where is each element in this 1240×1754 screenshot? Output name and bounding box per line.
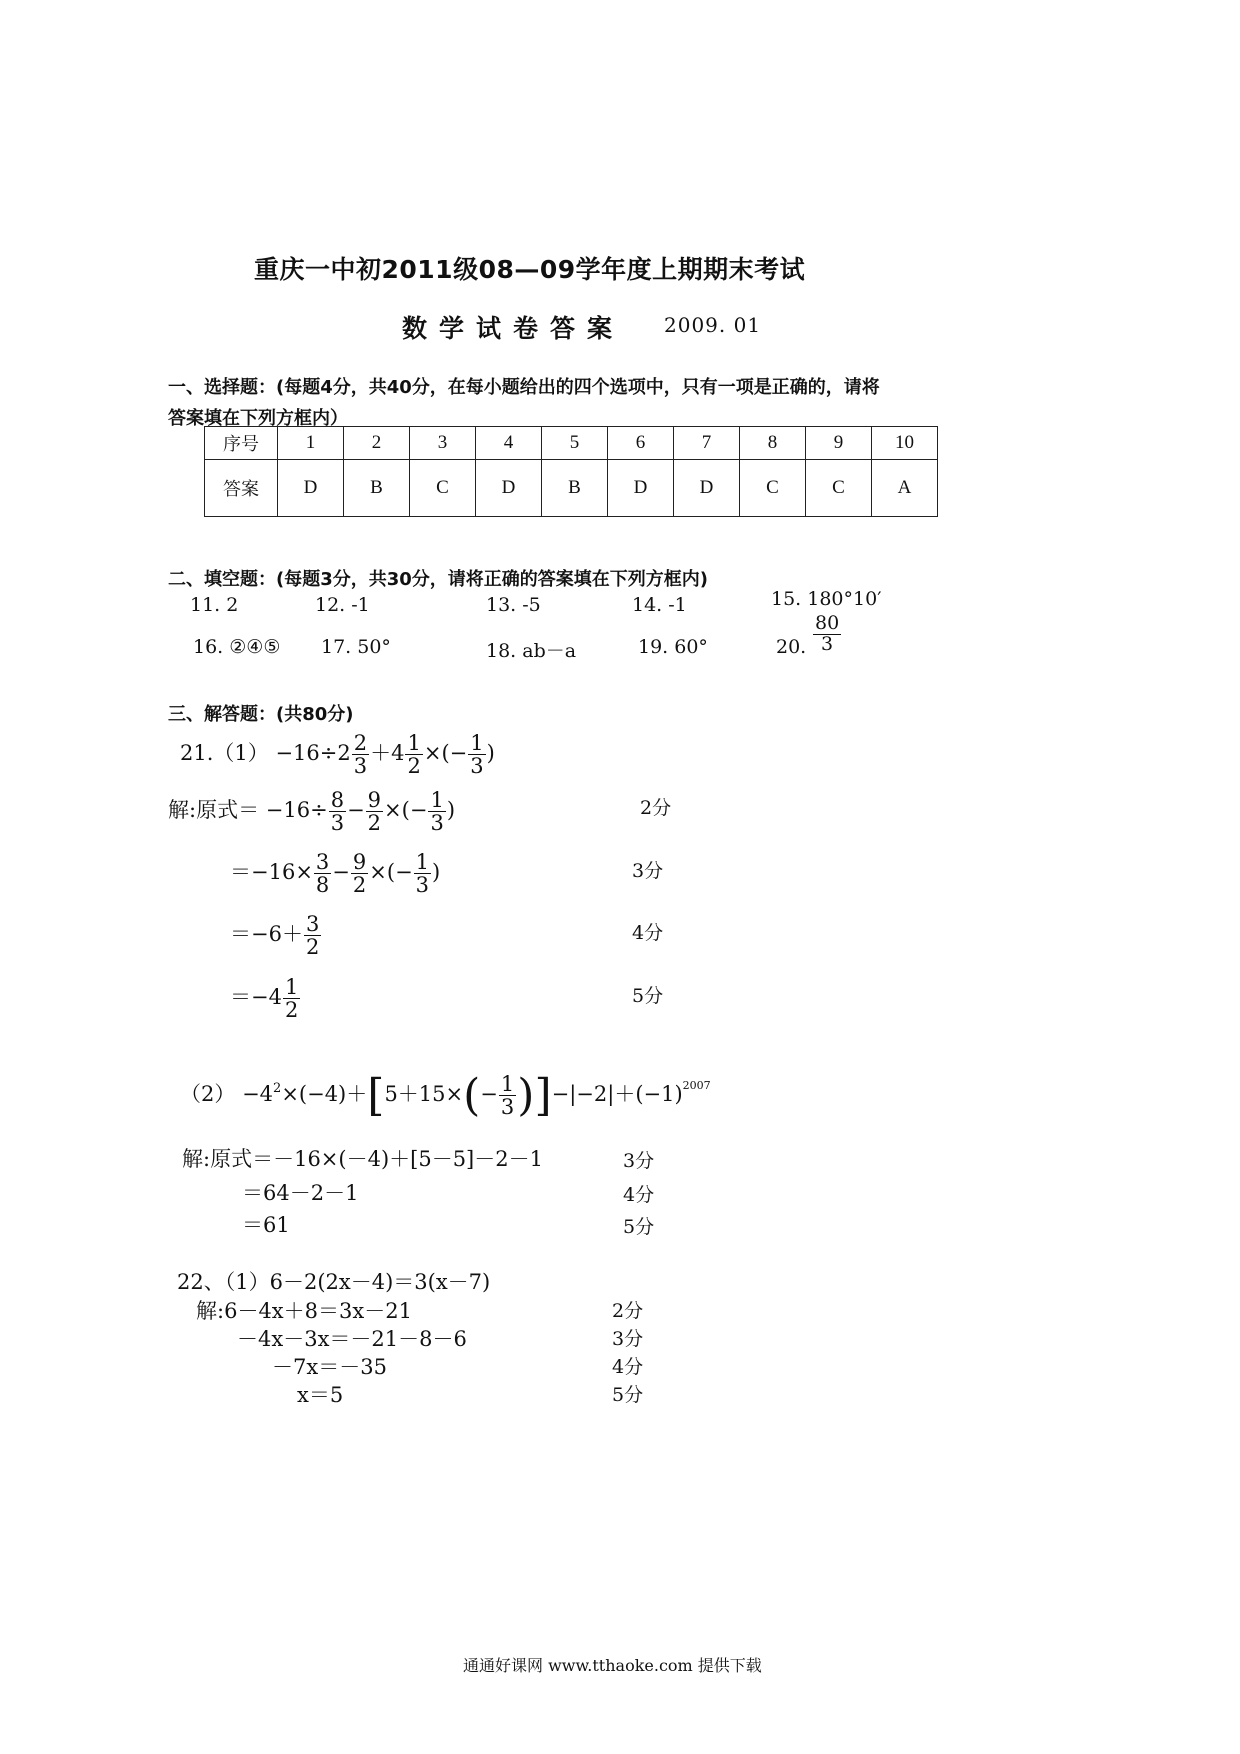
- q21-2-step3: ＝61: [242, 1213, 290, 1237]
- math-text: ＝−16× $\frac{3}{8}$ − $\frac{9}{2}$ ×(− $\frac{1}{3}$ ): [230, 850, 441, 898]
- table-cell-answer: D: [278, 460, 344, 517]
- fill-answer: 17. 50°: [321, 636, 391, 658]
- math-text: −16÷2 $\frac{2}{3}$ ＋4 $\frac{1}{2}$ ×(− $\frac{1}{3}$ ): [275, 731, 495, 779]
- q21-1-step4: [230, 976, 301, 1021]
- q21-2-problem: [180, 1069, 711, 1121]
- score-label: 3分: [623, 1150, 655, 1172]
- fraction-numerator: 80: [815, 612, 840, 634]
- table-cell-answer: B: [542, 460, 608, 517]
- document-title: 重庆一中初2011级08—09学年度上期期末考试: [254, 255, 806, 284]
- section1-heading-line2: 答案填在下列方框内）: [168, 408, 348, 429]
- document-subtitle: 数学试卷答案: [402, 314, 625, 343]
- table-cell-number: 5: [542, 427, 608, 460]
- fill-answer: 16. ②④⑤: [193, 636, 281, 658]
- solution-prefix: 解:: [196, 1299, 225, 1323]
- q21-2-step2: ＝64－2－1: [242, 1181, 359, 1205]
- q21-1-step2: [230, 851, 440, 896]
- score-label: 4分: [632, 922, 664, 944]
- document-date: 2009. 01: [664, 313, 762, 337]
- q22-1-step3: －7x＝－35: [272, 1355, 387, 1379]
- table-cell-answer: C: [740, 460, 806, 517]
- question-label: （2）: [180, 1082, 236, 1107]
- fill-answer: 19. 60°: [638, 636, 708, 658]
- score-label: 3分: [612, 1328, 644, 1350]
- score-label: 5分: [612, 1384, 644, 1406]
- table-cell-answer: A: [872, 460, 938, 517]
- q22-1-step1: [196, 1295, 412, 1325]
- table-cell-number: 1: [278, 427, 344, 460]
- score-label: 2分: [640, 797, 672, 819]
- table-cell-number: 9: [806, 427, 872, 460]
- fill-answer: 18. ab－a: [486, 640, 577, 662]
- q21-2-step1: [182, 1143, 543, 1173]
- fill-answer: 15. 180°10′: [771, 588, 882, 610]
- fill-answer: 13. -5: [486, 594, 541, 616]
- math-text: −16÷ $\frac{8}{3}$ − $\frac{9}{2}$ ×(− $\frac{1}{3}$ ): [265, 788, 456, 836]
- math-text: －16×(－4)＋[5－5]－2－1: [273, 1147, 543, 1171]
- fill-answer: 20.: [776, 636, 807, 658]
- question-label: 21.（1）: [180, 741, 269, 766]
- answer-table: [204, 426, 938, 517]
- score-label: 5分: [632, 985, 664, 1007]
- table-cell-number: 10: [872, 427, 938, 460]
- section3-heading: 三、解答题：(共80分): [168, 704, 354, 725]
- table-cell-answer: B: [344, 460, 410, 517]
- math-text: ＝−6＋ $\frac{3}{2}$: [230, 912, 320, 960]
- score-label: 5分: [623, 1216, 655, 1238]
- q21-1-step1: [168, 789, 455, 834]
- footer-source: 通通好课网 www.tthaoke.com 提供下载: [463, 1656, 762, 1675]
- math-text: ＝−4 $\frac{1}{2}$: [230, 975, 299, 1023]
- table-cell-answer: D: [476, 460, 542, 517]
- fill-answer: 14. -1: [632, 594, 687, 616]
- question-label: 22、（1）: [177, 1270, 270, 1294]
- solution-prefix: 解:原式＝: [182, 1147, 274, 1171]
- q22-1-step4: x＝5: [297, 1383, 344, 1407]
- fill-answer: 11. 2: [190, 594, 239, 616]
- q22-1-step2: －4x－3x＝－21－8－6: [237, 1327, 467, 1351]
- solution-prefix: 解:原式＝: [168, 798, 260, 823]
- score-label: 4分: [612, 1356, 644, 1378]
- table-cell-number: 2: [344, 427, 410, 460]
- table-cell-number: 4: [476, 427, 542, 460]
- section1-heading-line1: 一、选择题：(每题4分，共40分，在每小题给出的四个选项中，只有一项是正确的，请将: [168, 377, 880, 398]
- section2-heading: 二、填空题：(每题3分，共30分，请将正确的答案填在下列方框内): [168, 569, 709, 590]
- table-cell-number: 3: [410, 427, 476, 460]
- table-header-number-label: 序号: [205, 427, 278, 460]
- q21-1-step3: [230, 913, 322, 958]
- score-label: 2分: [612, 1300, 644, 1322]
- table-cell-answer: D: [674, 460, 740, 517]
- score-label: 4分: [623, 1184, 655, 1206]
- table-cell-number: 7: [674, 427, 740, 460]
- table-cell-answer: C: [806, 460, 872, 517]
- score-label: 3分: [632, 860, 664, 882]
- fraction-denominator: 3: [821, 632, 834, 655]
- fill-answer-20-fraction: [812, 614, 842, 655]
- fill-answer: 12. -1: [315, 594, 370, 616]
- q22-1-problem: [177, 1266, 490, 1296]
- table-cell-answer: C: [410, 460, 476, 517]
- math-text: 6－4x＋8＝3x－21: [224, 1299, 412, 1323]
- table-cell-answer: D: [608, 460, 674, 517]
- table-header-answer-label: 答案: [205, 460, 278, 517]
- math-text: $-4^2\times(-4)+[5+15\times(-$ $\frac{1}{3}$ )]$-|-2|+(-1)^{2007}$: [242, 1069, 711, 1121]
- q21-1-problem: [180, 732, 495, 777]
- table-cell-number: 6: [608, 427, 674, 460]
- table-cell-number: 8: [740, 427, 806, 460]
- math-text: 6－2(2x－4)＝3(x－7): [269, 1270, 491, 1294]
